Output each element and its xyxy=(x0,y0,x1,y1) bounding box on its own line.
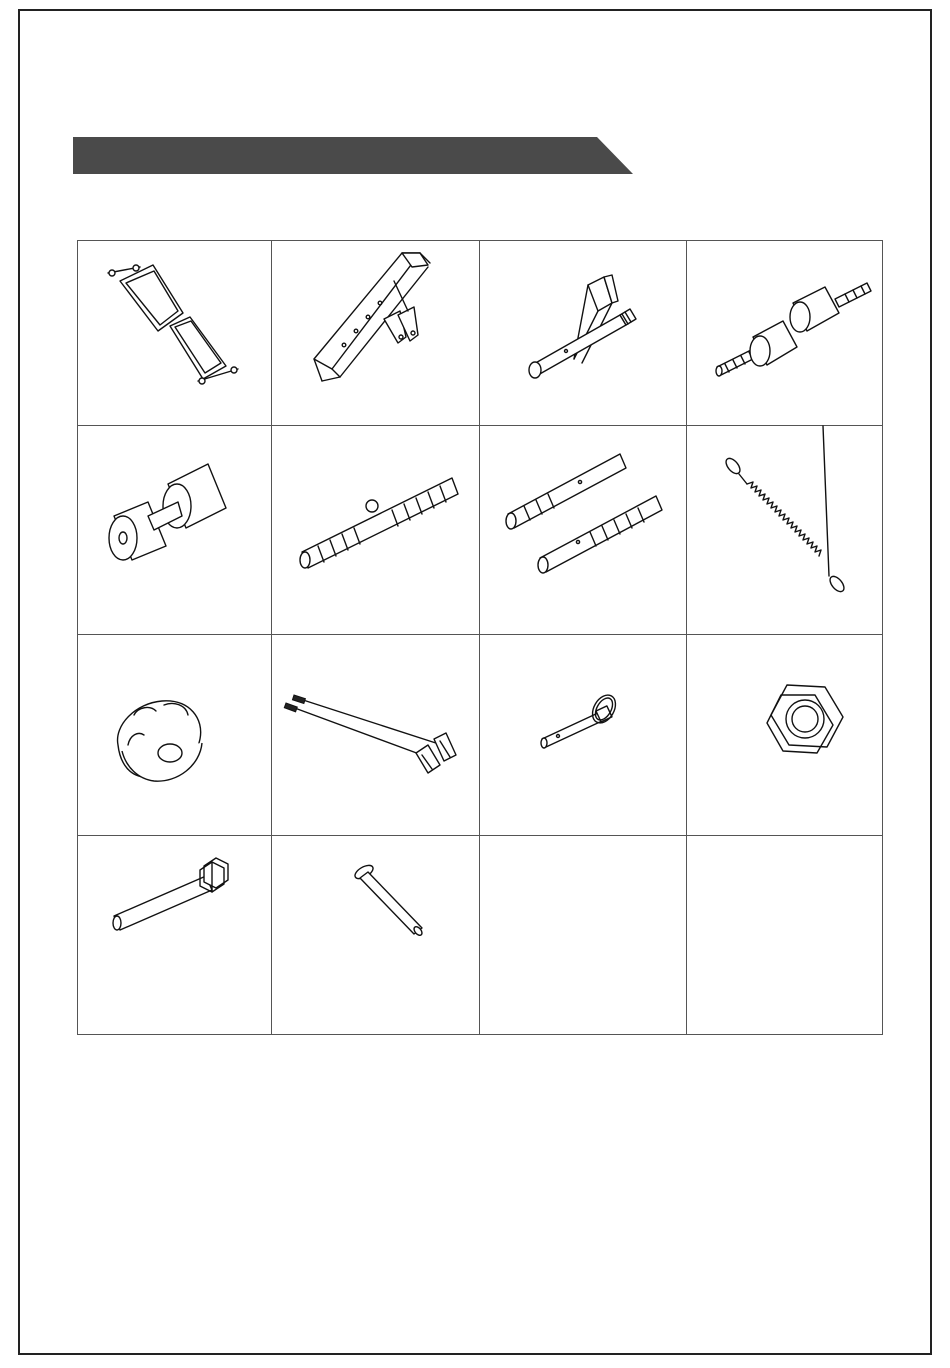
part-cell-carriage-bolt xyxy=(272,836,479,1034)
section-header-bar xyxy=(73,137,633,174)
carriage-bolt-icon xyxy=(272,836,479,1034)
pull-pin-icon xyxy=(480,635,686,835)
part-cell-star-knob xyxy=(78,635,271,835)
part-cell-empty xyxy=(687,836,884,1034)
preacher-bar-icon xyxy=(480,241,686,425)
part-cell-hex-nut xyxy=(687,635,884,835)
part-cell-empty xyxy=(480,836,686,1034)
foam-handle-bars-icon xyxy=(480,426,686,634)
hex-bolt-icon xyxy=(78,836,271,1034)
part-cell-lat-bar xyxy=(272,426,479,634)
extension-spring-icon xyxy=(687,426,884,634)
leg-extension-frame-icon xyxy=(272,241,479,425)
foam-roller-tube-icon xyxy=(687,241,884,425)
foam-roller-pair-icon xyxy=(78,426,271,634)
hex-nut-icon xyxy=(687,635,884,835)
part-cell-cable-handles xyxy=(272,635,479,835)
part-cell-extension-spring xyxy=(687,426,884,634)
part-cell-preacher-bar xyxy=(480,241,686,425)
lat-bar-icon xyxy=(272,426,479,634)
folding-bench-icon xyxy=(78,241,271,425)
part-cell-foam-roller-tube xyxy=(687,241,884,425)
part-cell-foam-handle-bars xyxy=(480,426,686,634)
part-cell-hex-bolt xyxy=(78,836,271,1034)
header-bar-shape xyxy=(73,137,633,174)
part-cell-pull-pin xyxy=(480,635,686,835)
star-knob-icon xyxy=(78,635,271,835)
part-cell-leg-extension-frame xyxy=(272,241,479,425)
part-cell-foam-roller-pair xyxy=(78,426,271,634)
parts-grid xyxy=(77,240,883,1035)
cable-handles-icon xyxy=(272,635,479,835)
part-cell-folding-bench xyxy=(78,241,271,425)
